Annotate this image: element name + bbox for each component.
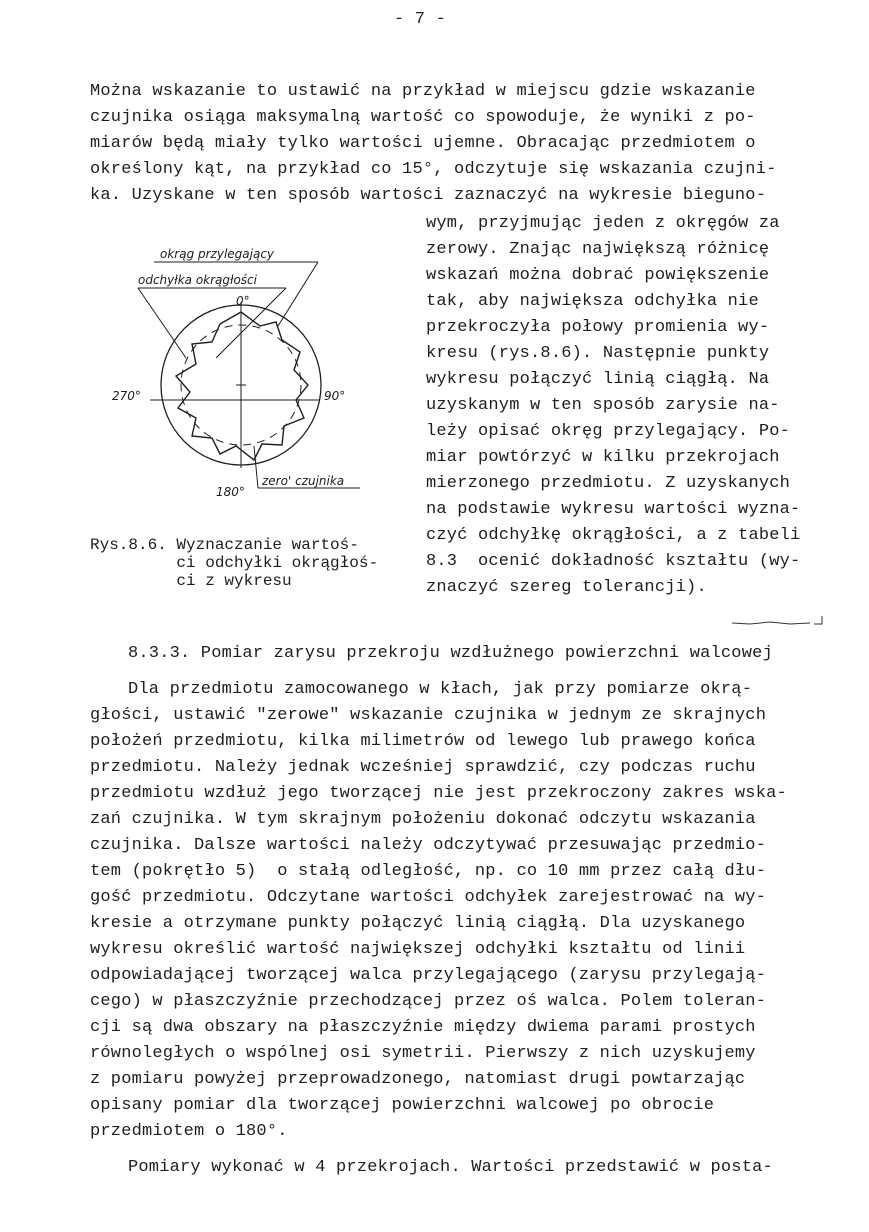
angle-0-label: 0° xyxy=(236,294,250,308)
text-line: tak, aby największa odchyłka nie xyxy=(426,292,759,311)
roundness-diagram xyxy=(108,240,418,520)
text-line: znaczyć szereg tolerancji). xyxy=(426,578,707,597)
text-line: wykresu określić wartość największej odchyłki kształtu od linii xyxy=(90,940,746,959)
text-line: wykresu połączyć linią ciągłą. Na xyxy=(426,370,770,389)
text-line: wym, przyjmując jeden z okręgów za xyxy=(426,214,780,233)
text-line: głości, ustawić "zerowe" wskazanie czujnika w jednym ze skrajnych xyxy=(90,706,767,725)
angle-180-label: 180° xyxy=(216,485,245,499)
text-line: wskazań można dobrać powiększenie xyxy=(426,266,770,285)
text-line: tem (pokrętło 5) o stałą odległość, np. co 10 mm przez całą dłu- xyxy=(90,862,767,881)
caption-line: Rys.8.6. Wyznaczanie wartoś- xyxy=(90,536,359,554)
text-line: kresu (rys.8.6). Następnie punkty xyxy=(426,344,770,363)
text-line: przedmiotu. Należy jednak wcześniej sprawdzić, czy podczas ruchu xyxy=(90,758,756,777)
text-line: mierzonego przedmiotu. Z uzyskanych xyxy=(426,474,791,493)
text-line: przedmiotu wzdłuż jego tworzącej nie jest przekroczony zakres wska- xyxy=(90,784,787,803)
text-line: zań czujnika. W tym skrajnym położeniu dokonać odczytu wskazania xyxy=(90,810,756,829)
text-line: czujnika. Dalsze wartości należy odczytywać przesuwając przedmio- xyxy=(90,836,767,855)
measured-profile xyxy=(176,312,308,460)
text-line: leży opisać okręg przylegający. Po- xyxy=(426,422,791,441)
text-line: z pomiaru powyżej przeprowadzonego, natomiast drugi powtarzając xyxy=(90,1070,746,1089)
label-adjacent-circle: okrąg przylegający xyxy=(160,247,275,261)
page-number: - 7 - xyxy=(394,10,447,29)
text-line: równoległych o wspólnej osi symetrii. Pierwszy z nich uzyskujemy xyxy=(90,1044,756,1063)
text-line: przedmiotem o 180°. xyxy=(90,1122,288,1141)
text-line: miarów będą miały tylko wartości ujemne. Obracając przedmiotem o xyxy=(90,134,756,153)
label-sensor-zero: zero' czujnika xyxy=(262,474,345,488)
text-line: odpowiadającej tworzącej walca przylegającego (zarysu przylegają- xyxy=(90,966,767,985)
text-line: Można wskazanie to ustawić na przykład w miejscu gdzie wskazanie xyxy=(90,82,756,101)
caption-line: ci odchyłki okrągłoś- xyxy=(90,554,379,572)
text-line: opisany pomiar dla tworzącej powierzchni walcowej po obrocie xyxy=(90,1096,715,1115)
text-line: miar powtórzyć w kilku przekrojach xyxy=(426,448,780,467)
text-line: cego) w płaszczyźnie przechodzącej przez oś walca. Polem toleran- xyxy=(90,992,767,1011)
text-line: cji są dwa obszary na płaszczyźnie między dwiema parami prostych xyxy=(90,1018,756,1037)
text-line: ka. Uzyskane w ten sposób wartości zaznaczyć na wykresie bieguno- xyxy=(90,186,767,205)
end-mark xyxy=(730,614,830,628)
angle-90-label: 90° xyxy=(324,389,346,403)
text-line: kresie a otrzymane punkty połączyć linią ciągłą. Dla uzyskanego xyxy=(90,914,746,933)
text-line: położeń przedmiotu, kilka milimetrów od lewego lub prawego końca xyxy=(90,732,756,751)
label-roundness-deviation: odchyłka okrągłości xyxy=(138,273,257,287)
text-line: Dla przedmiotu zamocowanego w kłach, jak przy pomiarze okrą- xyxy=(128,680,753,699)
text-line: gość przedmiotu. Odczytane wartości odchyłek zarejestrować na wy- xyxy=(90,888,767,907)
text-line: zerowy. Znając największą różnicę xyxy=(426,240,770,259)
text-line: określony kąt, na przykład co 15°, odczytuje się wskazania czujni- xyxy=(90,160,777,179)
text-line: 8.3 ocenić dokładność kształtu (wy- xyxy=(426,552,801,571)
text-line: przekroczyła połowy promienia wy- xyxy=(426,318,770,337)
text-line: czujnika osiąga maksymalną wartość co spowoduje, że wyniki z po- xyxy=(90,108,756,127)
section-heading: 8.3.3. Pomiar zarysu przekroju wzdłużnego powierzchni walcowej xyxy=(128,644,773,663)
text-line: Pomiary wykonać w 4 przekrojach. Wartości przedstawić w posta- xyxy=(128,1158,773,1177)
text-line: na podstawie wykresu wartości wyzna- xyxy=(426,500,801,519)
text-line: uzyskanym w ten sposób zarysie na- xyxy=(426,396,780,415)
text-line: czyć odchyłkę okrągłości, a z tabeli xyxy=(426,526,801,545)
caption-line: ci z wykresu xyxy=(90,572,292,590)
angle-270-label: 270° xyxy=(112,389,141,403)
